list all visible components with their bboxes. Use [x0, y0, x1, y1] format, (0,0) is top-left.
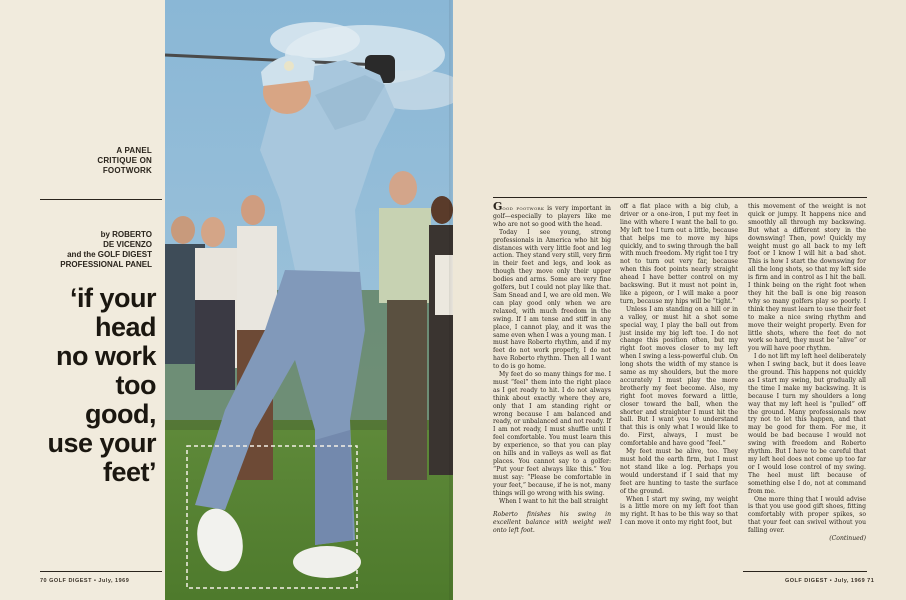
paragraph: I do not lift my left heel deliberately when I swing back, but it does leave the ground. This happens not quickly as I start my swing, but gradually all the time I make my backswing. It is because I turn my shoulders a long way that my left heel is “pulled” off the ground. Many professionals now try not to let this happen, and that may be good for them. For me, it would be bad because I would not swing with freedom and Roberto rhythm. But I have to be careful that my left heel does not come up too far or I would lose control of my swing. The heel must lift because of something else I do, not at command from me.	[748, 353, 866, 495]
column-1	[493, 200, 611, 535]
byline: by ROBERTO DE VICENZO and the GOLF DIGEST PROFESSIONAL PANEL	[60, 230, 152, 269]
paragraph: this movement of the weight is not quick or jumpy. It happens nice and smoothly all through my backswing. But what a different story in the downswing! Then, pow! Quickly my weight must go all back to my left foot or I know I will hit a bad shot. This is how I start the downswing for all the long shots, so that my left side is firm and in control as I hit the ball. I think being on the right foot when they hit the ball is one big reason why so many golfers play so poorly. I think they must learn to use their feet to make a nice swing rhythm and move their weight properly. Even for little shots, where the feet do not work so hard, they must be “alive” or you will have poor rhythm.	[748, 203, 866, 353]
column-2	[620, 203, 738, 527]
golfer-photo	[165, 0, 453, 600]
paragraph: When I want to hit the ball straight	[499, 497, 609, 505]
photo-caption: Roberto finishes his swing in excellent balance with weight well onto left foot.	[493, 511, 611, 535]
paragraph: Unless I am standing on a hill or in a valley, or must hit a shot some special way, I play the ball out from just inside my big left toe. I do not change this position often, but my right foot moves closer to my left when I swing a less-powerful club. On long shots the width of my stance is same as my shoulders, but the more accurately I must play the more brotherly my feet become. Also, my right foot moves forward a little, closer toward the ball, when the shorter and straighter I must hit the ball. But I want you to understand that this is only what I would like to do. First, always, I must be comfortable and have good “feel.”	[620, 305, 738, 448]
paragraph: When I start my swing, my weight is a little more on my left foot than my right. It has to be this way so that I can move it onto my right foot, but	[620, 495, 738, 527]
paragraph: My feet must be alive, too. They must hold the earth firm, but I must not stand like a log. Perhaps you would understand if I said that my feet are hunting to taste the surface of the ground.	[620, 448, 738, 495]
column-3	[748, 203, 866, 543]
paragraph: Today I see young, strong professionals in America who hit big distances with very little foot and leg action. They stand very still, very firm in their feet and legs, and look as though they move only their upper bodies and arms. Some are very fine golfers, but I could not play like that. Sam Snead and I, we are old men. We can play good only when we are relaxed, with much freedom in the swing. If I am tense and stiff in any place, I cannot play, and it was the same even when I was a young man. I must have Roberto rhythm, and if my feet do not work properly, I do not have Roberto rhythm. Then all I want to do is go home.	[493, 228, 611, 371]
paragraph: off a flat place with a big club, a driver or a one-iron, I put my feet in line with where I want the ball to go. My left toe I turn out a little, because that helps me to move my hips quickly, and to swing through the ball with much freedom. My right toe I try not to turn out very far, because when this foot points nearly straight ahead I have better control on my backswing. But it must not point in, like a pigeon, or I will make a poor turn, because my hips will be “tight.”	[620, 203, 738, 305]
paragraph: My feet do so many things for me. I must “feel” them into the right place as I get ready to hit. I do not always think about exactly where they are, only that I am standing right or wrong because I am balanced and ready, or unbalanced and not ready. If I am not ready, I must shuffle until I feel comfortable. You must learn this by experience, so that you can play on hills and in valleys as well as flat places. You cannot say to a golfer: “Put your feet always like this.” You must say: “Please be comfortable in your feet,” because, if he is not, many things will go wrong with his swing.	[493, 371, 611, 497]
right-page	[453, 0, 906, 600]
paragraph: Good footwork is very important in golf—especially to players like me who are not so good with the head.	[493, 200, 611, 228]
drop-cap: G	[493, 200, 503, 213]
paragraph: One more thing that I would advise is that you use good gift shoes, fitting comfortably with proper spikes, so that your feet can swivel without you falling over.	[748, 495, 866, 535]
right-folio: GOLF DIGEST • July, 1969 71	[785, 578, 875, 584]
golfer-illustration	[165, 0, 453, 600]
kicker-rule	[40, 199, 162, 200]
left-folio: 70 GOLF DIGEST • July, 1969	[40, 578, 130, 584]
footer-rule	[743, 571, 867, 572]
header-rule	[493, 197, 867, 198]
continued-label: (Continued)	[829, 535, 866, 543]
footer-rule	[40, 571, 162, 572]
kicker: A PANEL CRITIQUE ON FOOTWORK	[97, 146, 152, 175]
article-headline: ‘if your head no work too good, use your feet’	[47, 283, 156, 487]
